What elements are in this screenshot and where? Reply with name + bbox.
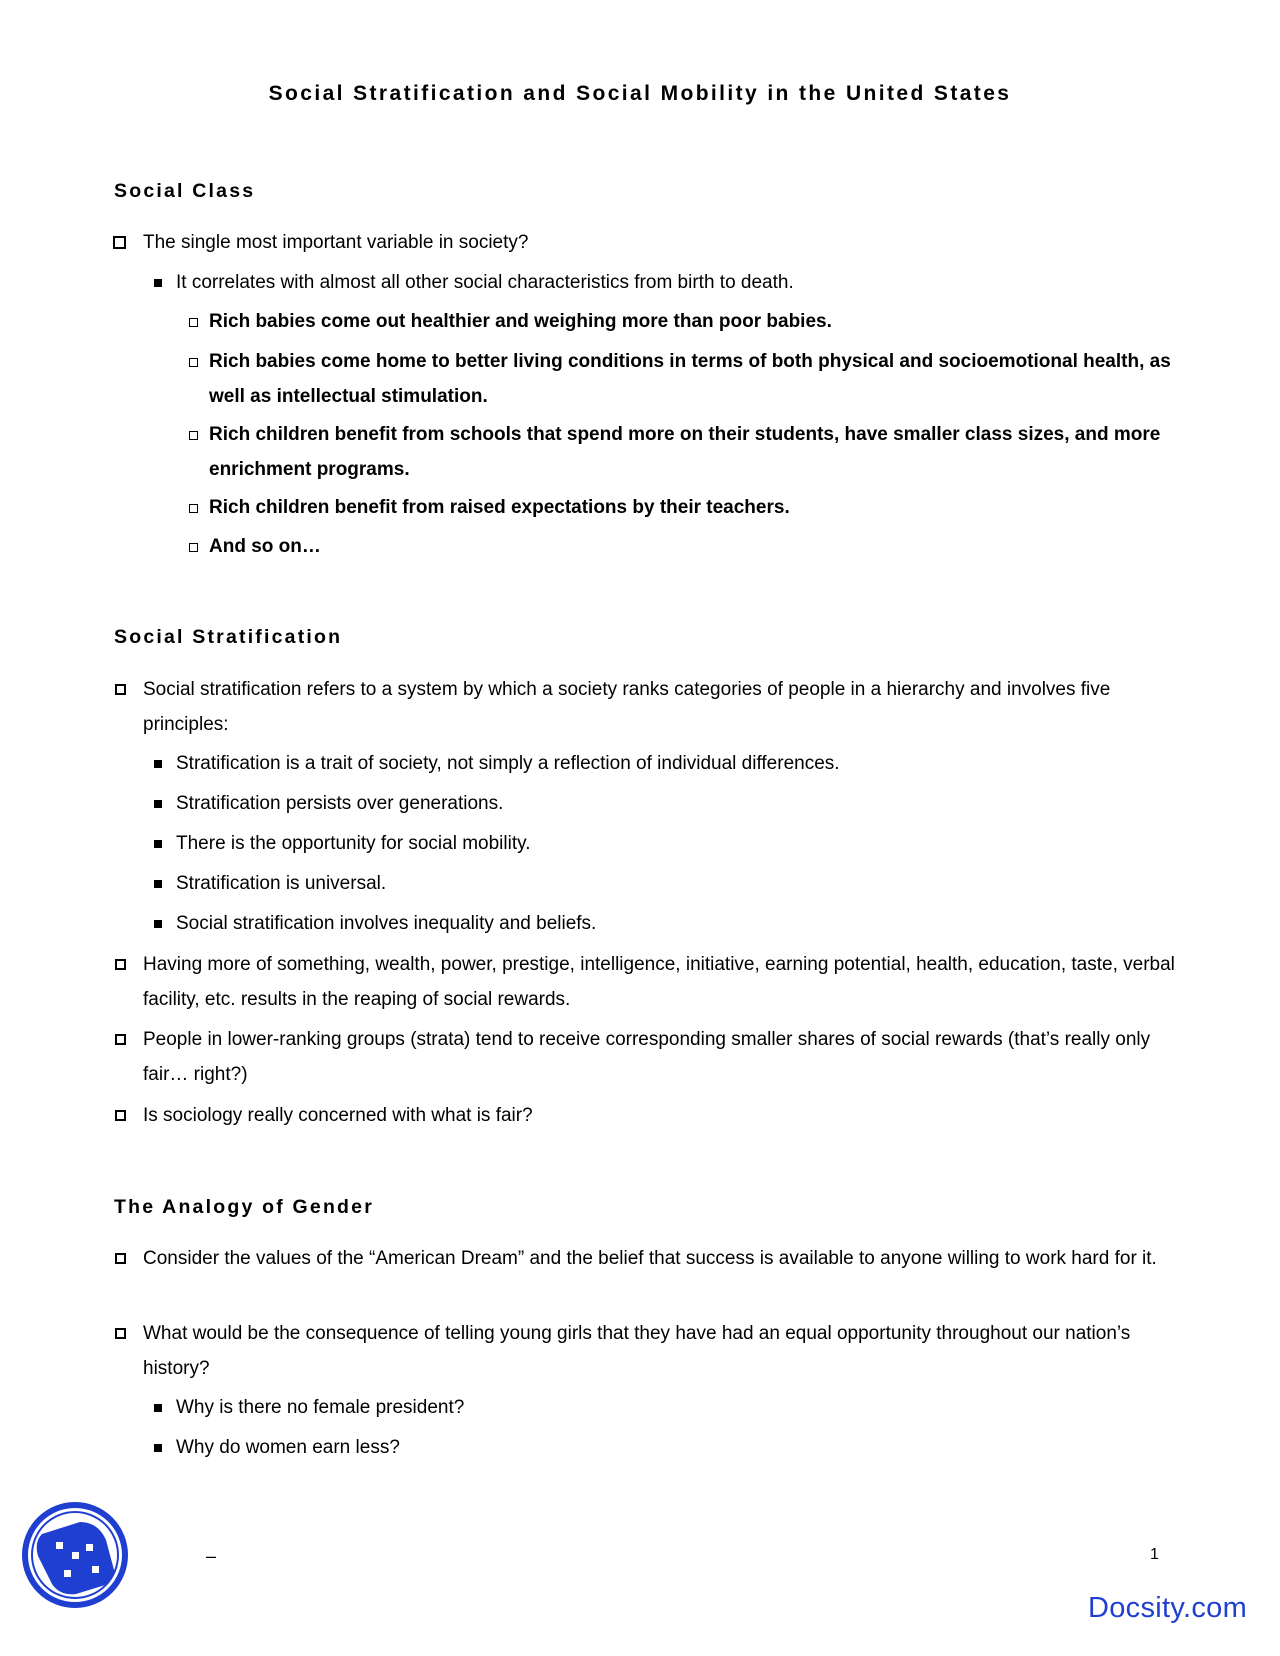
list-item: [176, 746, 1176, 781]
list-item-text: Why do women earn less?: [176, 1437, 400, 1458]
small-hollow-square-bullet-icon: [189, 504, 198, 513]
section-heading-social-class: Social Class: [114, 180, 256, 202]
list-item-text: Rich babies come home to better living conditions in terms of both physical and socioemotional health, as well as intellectual stimulation.: [209, 351, 1171, 407]
list-item: [209, 529, 1179, 564]
small-hollow-square-bullet-icon: [189, 358, 198, 367]
list-item: [143, 1098, 1183, 1133]
hollow-square-bullet-icon: [113, 236, 126, 249]
list-item-text: Stratification is universal.: [176, 873, 387, 894]
list-item: [209, 417, 1179, 487]
list-item: [209, 304, 1179, 339]
list-item-text: What would be the consequence of telling young girls that they have had an equal opportunity throughout our nation’s history?: [143, 1323, 1131, 1379]
list-item: [176, 906, 1176, 941]
hollow-square-bullet-icon: [115, 1328, 126, 1339]
list-item: [143, 947, 1183, 1017]
list-item-text: Having more of something, wealth, power, prestige, intelligence, initiative, earning potential, health, education, taste, verbal facility, etc. results in the reaping of social rewards.: [143, 954, 1175, 1010]
list-item-text: Stratification is a trait of society, not simply a reflection of individual differences.: [176, 753, 840, 774]
filled-square-bullet-icon: [154, 800, 162, 808]
list-item: [143, 225, 1183, 260]
filled-square-bullet-icon: [154, 1444, 162, 1452]
list-item: [176, 1430, 1176, 1465]
section-heading-social-stratification: Social Stratification: [114, 626, 343, 648]
filled-square-bullet-icon: [154, 760, 162, 768]
filled-square-bullet-icon: [154, 279, 162, 287]
hollow-square-bullet-icon: [115, 1110, 126, 1121]
docsity-brand-text: Docsity.com: [1088, 1592, 1248, 1624]
list-item: [143, 1241, 1183, 1276]
small-hollow-square-bullet-icon: [189, 543, 198, 552]
page-number: 1: [1150, 1546, 1159, 1563]
list-item-text: Rich children benefit from schools that spend more on their students, have smaller class sizes, and more enrichment programs.: [209, 424, 1161, 480]
list-item-text: Social stratification refers to a system by which a society ranks categories of people in a hierarchy and involves five principles:: [143, 679, 1111, 735]
filled-square-bullet-icon: [154, 840, 162, 848]
list-item: [176, 265, 1176, 300]
filled-square-bullet-icon: [154, 880, 162, 888]
docsity-logo-icon: [20, 1500, 130, 1610]
list-item: [143, 672, 1183, 742]
document-title: Social Stratification and Social Mobility in the United States: [268, 82, 1012, 105]
section-heading-analogy-of-gender: The Analogy of Gender: [114, 1196, 374, 1218]
list-item-text: Consider the values of the “American Dream” and the belief that success is available to anyone willing to work hard for it.: [143, 1248, 1157, 1269]
list-item: [176, 786, 1176, 821]
hollow-square-bullet-icon: [115, 684, 126, 695]
footer-dash: –: [206, 1546, 217, 1566]
list-item-text: Social stratification involves inequality and beliefs.: [176, 913, 597, 934]
list-item: [143, 1316, 1183, 1386]
list-item-text: People in lower-ranking groups (strata) tend to receive corresponding smaller shares of social rewards (that’s really only fair… right?): [143, 1029, 1151, 1085]
filled-square-bullet-icon: [154, 1404, 162, 1412]
list-item-text: Is sociology really concerned with what is fair?: [143, 1105, 533, 1126]
list-item: [176, 826, 1176, 861]
hollow-square-bullet-icon: [115, 1034, 126, 1045]
list-item-text: There is the opportunity for social mobility.: [176, 833, 531, 854]
small-hollow-square-bullet-icon: [189, 318, 198, 327]
list-item-text: It correlates with almost all other social characteristics from birth to death.: [176, 272, 794, 293]
hollow-square-bullet-icon: [115, 959, 126, 970]
list-item-text: Rich babies come out healthier and weighing more than poor babies.: [209, 311, 832, 332]
small-hollow-square-bullet-icon: [189, 431, 198, 440]
list-item-text: Stratification persists over generations.: [176, 793, 504, 814]
list-item: [209, 344, 1179, 414]
list-item-text: Why is there no female president?: [176, 1397, 465, 1418]
list-item: [176, 1390, 1176, 1425]
hollow-square-bullet-icon: [115, 1253, 126, 1264]
filled-square-bullet-icon: [154, 920, 162, 928]
list-item-text: And so on…: [209, 536, 321, 557]
list-item: [143, 1022, 1183, 1092]
list-item: [209, 490, 1179, 525]
list-item: [176, 866, 1176, 901]
list-item-text: Rich children benefit from raised expectations by their teachers.: [209, 497, 790, 518]
list-item-text: The single most important variable in society?: [143, 232, 529, 253]
